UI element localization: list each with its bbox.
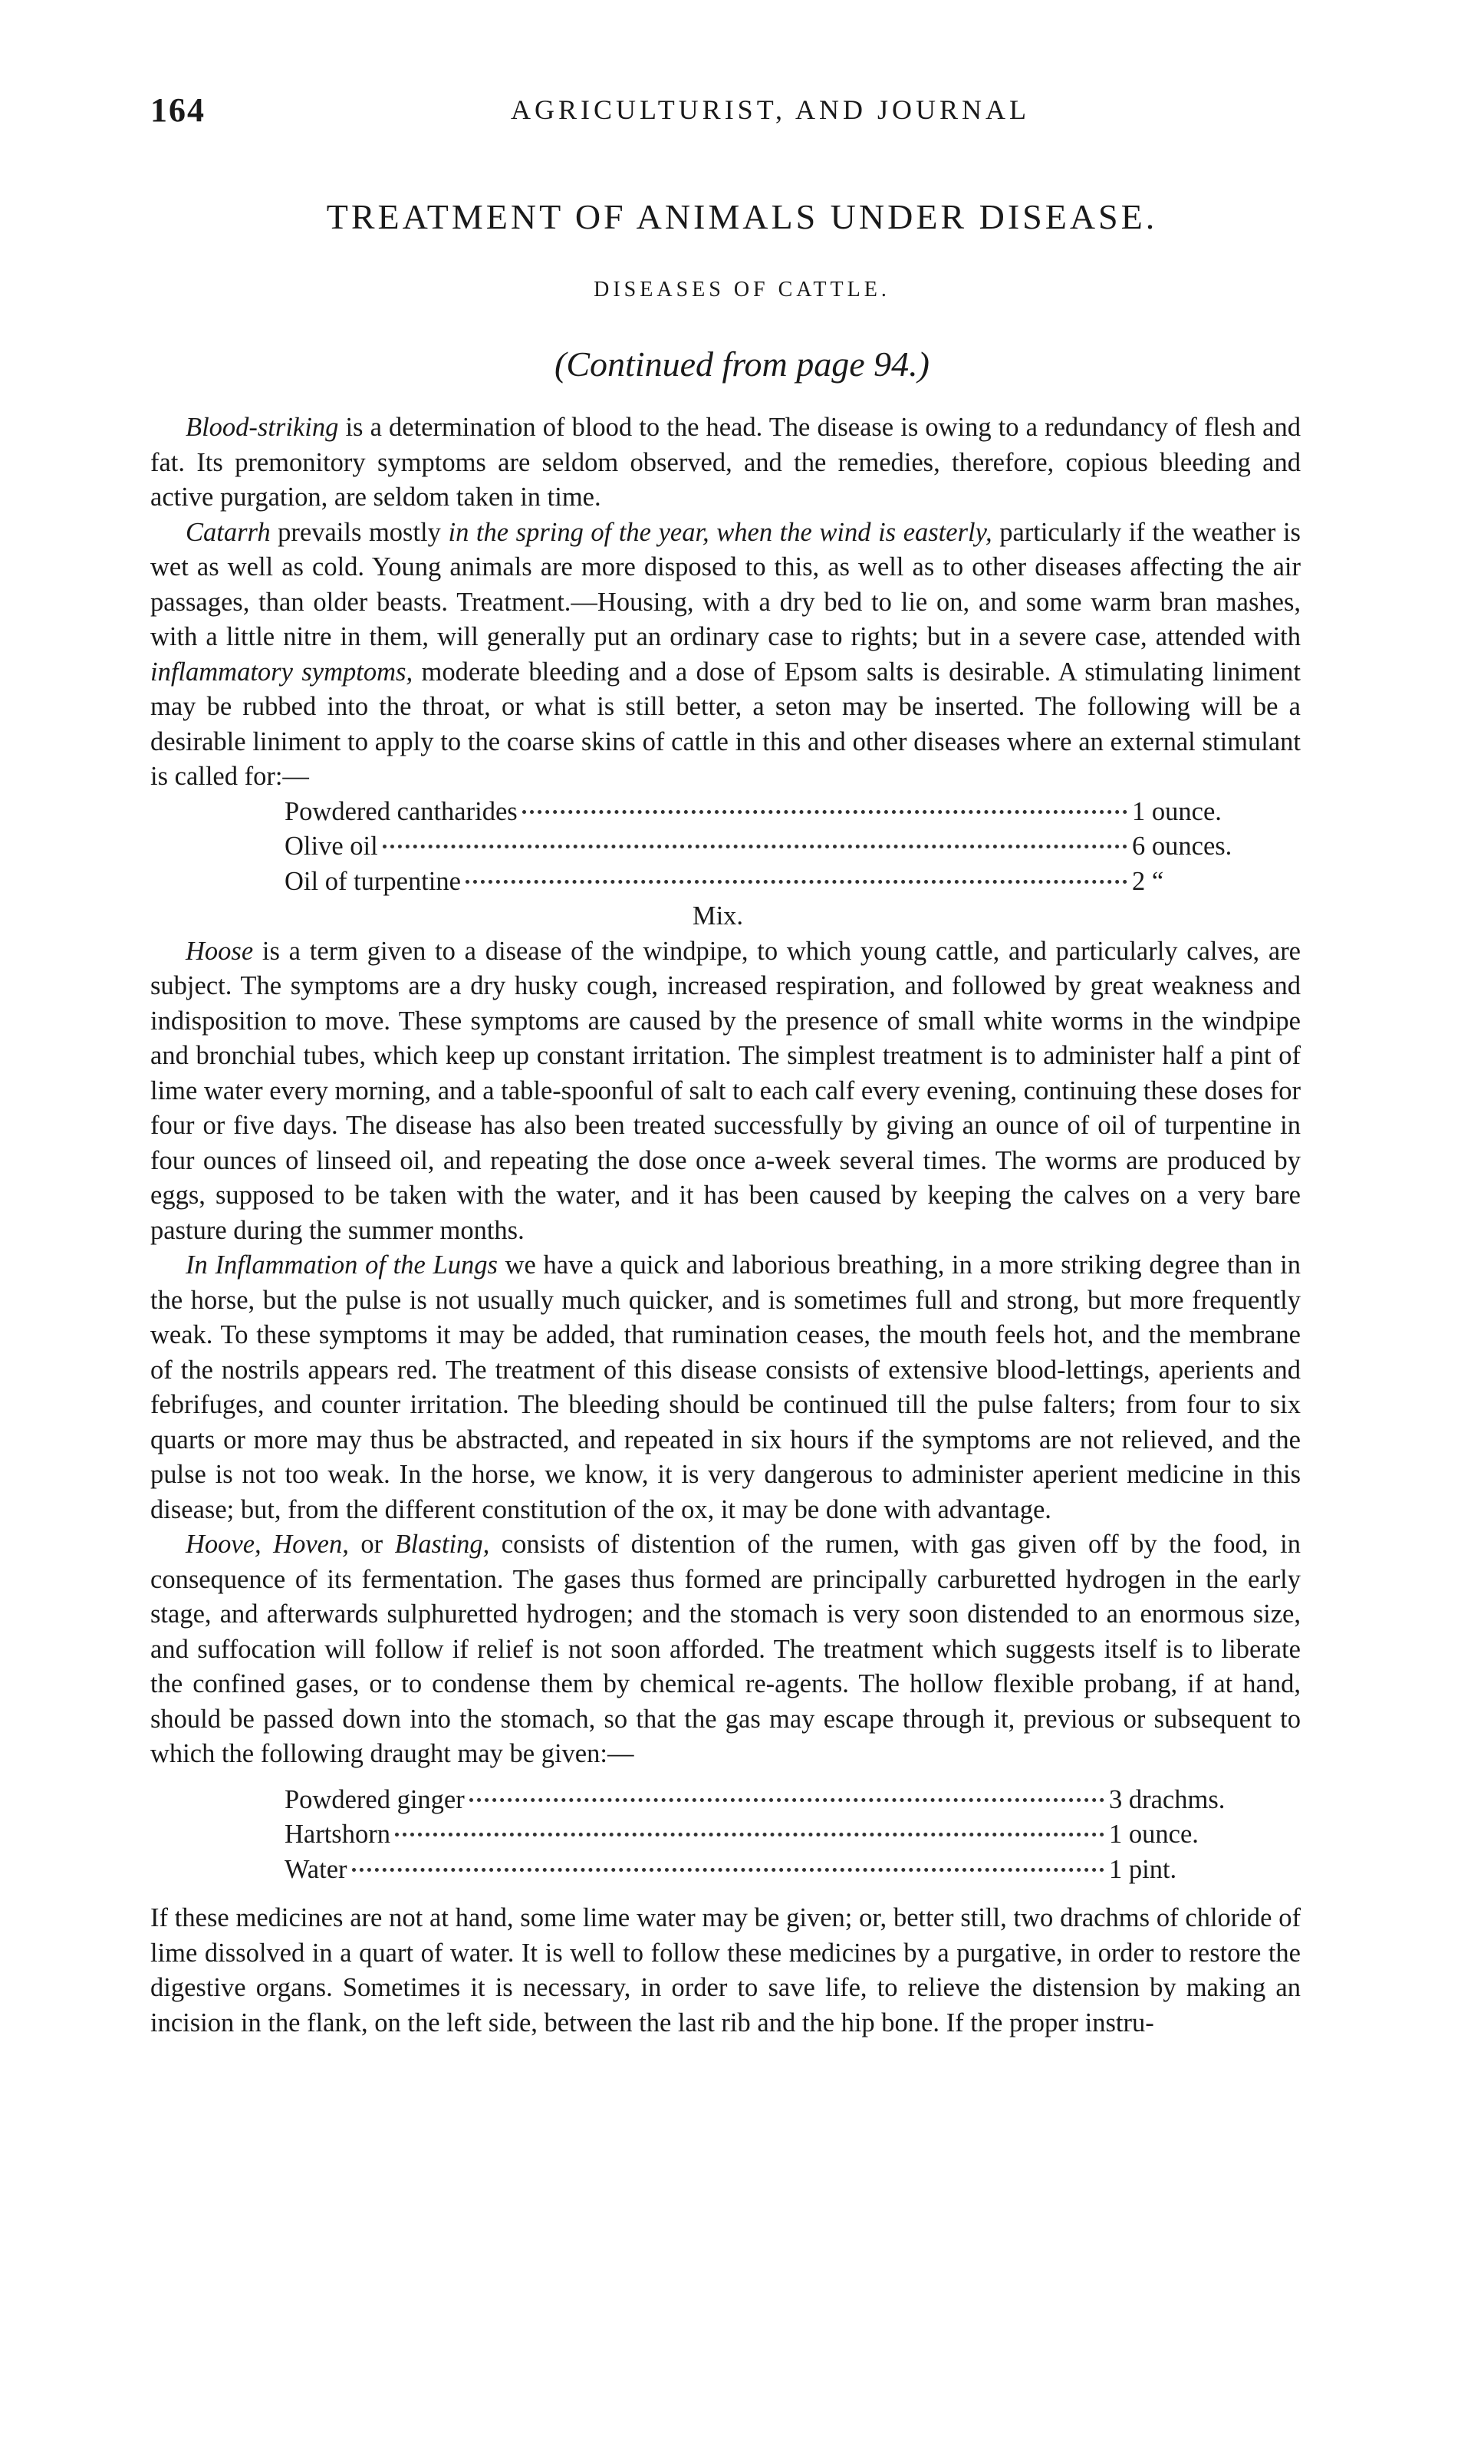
ingredient-name: Olive oil <box>285 832 378 861</box>
ingredient-quantity: 1 ounce. <box>1132 796 1222 826</box>
term-blasting: Blasting, <box>394 1530 490 1559</box>
continued-note: (Continued from page 94.) <box>554 344 930 384</box>
mix-instruction: Mix. <box>692 901 744 931</box>
ingredient-quantity: 3 drachms. <box>1109 1784 1226 1814</box>
recipe-row <box>285 795 1274 830</box>
paragraph-text: moderate bleeding and a dose of Epsom salts is desirable. A stimulating liniment may be rubbed into the throat, or what is still better, a seton may be inserted. The following will be a desirable liniment to apply to the coarse skins of cattle in this and other diseases where an external stimulant is called for:— <box>150 657 1301 791</box>
paragraph-catarrh <box>150 516 1301 795</box>
page-number: 164 <box>150 91 206 129</box>
leader-dots <box>395 1833 1104 1836</box>
leader-dots <box>383 845 1127 848</box>
ingredient-name: Water <box>285 1854 347 1884</box>
term-inflammation: In Inflammation of the Lungs <box>186 1250 498 1280</box>
paragraph-text: particularly if the weather is wet as well as cold. Young animals are more disposed to this, as well as to other diseases affecting the air passages, than older beasts. Treatment.—Housing, with a dry bed to lie on, and some warm bran mashes, with a little nitre in them, will generally put an ordinary case to rights; but in a severe case, attended with <box>150 517 1301 651</box>
recipe-row <box>285 829 1274 865</box>
paragraph-text: we have a quick and laborious breathing, in a more striking degree than in the horse, but the pulse is not usually much quicker, and is sometimes full and strong, but more frequently weak. To these symptoms it may be added, that rumination ceases, the mouth feels hot, and the membrane of the nostrils appears red. The treatment of this disease consists of extensive blood-lettings, aperients and febrifuges, and counter irritation. The bleeding should be continued till the pulse falters; from four to six quarts or more may thus be abstracted, and repeated in six hours if the symptoms are not relieved, and the pulse is not too weak. In the horse, we know, it is very dangerous to administer aperient medicine in this disease; but, from the different constitution of the ox, it may be done with advantage. <box>150 1250 1301 1524</box>
ingredient-quantity: 6 ounces. <box>1132 832 1232 861</box>
section-subtitle: DISEASES OF CATTLE. <box>594 278 890 301</box>
paragraph-text: is a term given to a disease of the windpipe, to which young cattle, and particularly calves, are subject. The symptoms are a dry husky cough, increased respiration, and followed by great weakness and indisposition to move. These symptoms are caused by the presence of small white worms in the windpipe and bronchial tubes, which keep up constant irritation. The simplest treatment is to administer half a pint of lime water every morning, and a table-spoonful of salt to each calf every evening, continuing these doses for four or five days. The disease has also been treated successfully by giving an ounce of oil of turpentine in four ounces of linseed oil, and repeating the dose once a-week several times. The worms are produced by eggs, supposed to be taken with the water, and it has been caused by keeping the calves on a very bare pasture during the summer months. <box>150 936 1301 1245</box>
paragraph-inflammation <box>150 1248 1301 1527</box>
ingredient-quantity: 1 pint. <box>1109 1854 1177 1884</box>
ingredient-name: Oil of turpentine <box>285 866 461 896</box>
ingredient-name: Powdered ginger <box>285 1784 465 1814</box>
leader-dots <box>469 1798 1104 1802</box>
article-body <box>150 410 1301 2041</box>
article-title: TREATMENT OF ANIMALS UNDER DISEASE. <box>326 197 1158 236</box>
liniment-recipe <box>285 795 1274 900</box>
leader-dots <box>522 810 1127 814</box>
recipe-row <box>285 1817 1274 1853</box>
paragraph-text: consists of distention of the rumen, with gas given off by the food, in consequence of its fermentation. The gases thus formed are principally carburetted hydrogen in the early stage, and afterwards sulphuretted hydrogen; and the stomach is very soon distended to an enormous size, and suffocation will follow if relief is not soon afforded. The treatment which suggests itself is to liberate the confined gases, or to condense them by chemical re-agents. The hollow flexible probang, if at hand, should be passed down into the stomach, so that the gas may escape through it, previous or subsequent to which the following draught may be given:— <box>150 1530 1301 1768</box>
ingredient-quantity: 1 ounce. <box>1109 1820 1199 1849</box>
paragraph-blood-striking <box>150 410 1301 516</box>
draught-recipe <box>285 1783 1274 1888</box>
term-blood-striking: Blood-striking <box>186 413 339 442</box>
leader-dots <box>466 880 1127 884</box>
leader-dots <box>352 1868 1105 1872</box>
term-hoove: Hoove, Hoven, <box>186 1530 349 1559</box>
term-catarrh: Catarrh <box>186 517 271 547</box>
paragraph-hoose <box>150 934 1301 1249</box>
paragraph-text: is a determination of blood to the head. The disease is owing to a redundancy of flesh and fat. Its premonitory symptoms are seldom observed, and the remedies, therefore, copious bleeding and active purgation, are seldom taken in time. <box>150 413 1301 512</box>
paragraph-closing: If these medicines are not at hand, some lime water may be given; or, better still, two drachms of chloride of lime dissolved in a quart of water. It is well to follow these medicines by a purgative, in order to restore the digestive organs. Sometimes it is necessary, in order to save life, to relieve the distension by making an incision in the flank, on the left side, between the last rib and the hip bone. If the proper instru- <box>150 1903 1301 2037</box>
running-head: AGRICULTURIST, AND JOURNAL <box>511 94 1031 125</box>
recipe-row <box>285 1853 1274 1888</box>
italic-phrase: inflammatory symptoms, <box>150 657 413 687</box>
paragraph-text: or <box>348 1530 395 1559</box>
paragraph-hoove <box>150 1527 1301 1772</box>
ingredient-name: Powdered cantharides <box>285 796 518 826</box>
term-hoose: Hoose <box>186 936 254 966</box>
ingredient-quantity: 2 “ <box>1132 866 1164 896</box>
italic-phrase: in the spring of the year, when the wind is easterly, <box>448 517 992 547</box>
paragraph-text: prevails mostly <box>270 517 449 547</box>
recipe-row <box>285 865 1274 900</box>
ingredient-name: Hartshorn <box>285 1820 390 1849</box>
running-header <box>150 91 1301 137</box>
recipe-row <box>285 1783 1274 1818</box>
